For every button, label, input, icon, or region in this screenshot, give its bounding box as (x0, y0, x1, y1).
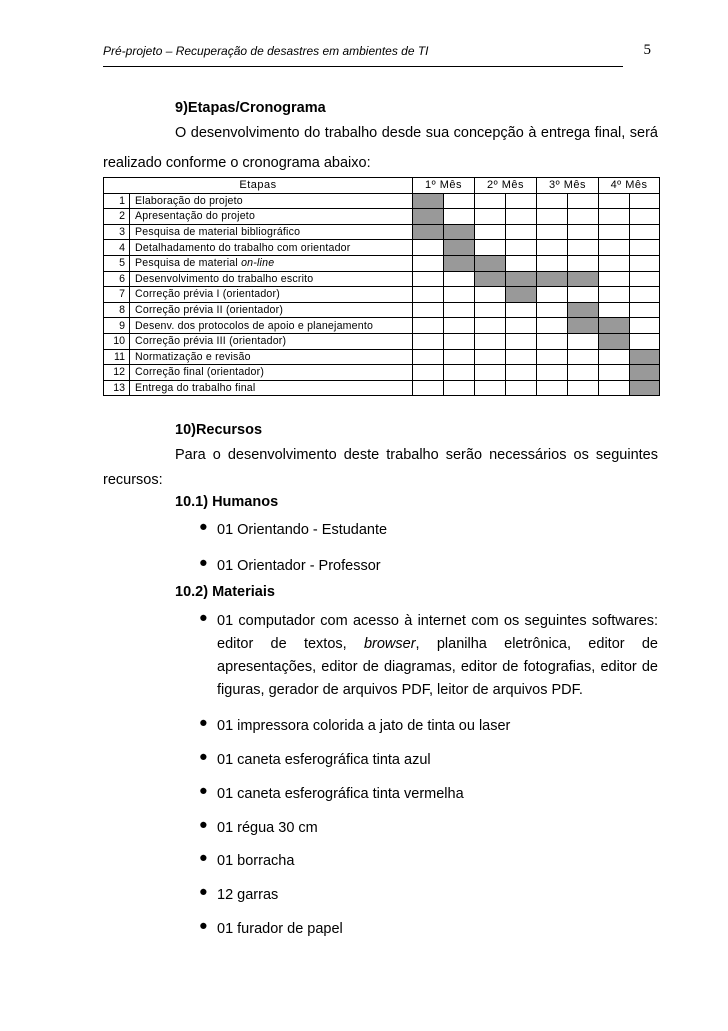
schedule-cell (475, 333, 506, 349)
page-header (103, 42, 651, 67)
schedule-cell-filled (413, 193, 444, 209)
schedule-cell (506, 318, 537, 334)
schedule-cell (630, 271, 660, 287)
schedule-cell (413, 349, 444, 365)
schedule-cell-filled (537, 271, 568, 287)
step-label: Elaboração do projeto (130, 193, 413, 209)
schedule-cell-filled (568, 271, 599, 287)
schedule-cell (506, 193, 537, 209)
bullet-dot: ● (199, 884, 208, 900)
row-number: 8 (104, 302, 130, 318)
step-label: Desenvolvimento do trabalho escrito (130, 271, 413, 287)
schedule-cell (630, 318, 660, 334)
schedule-row (104, 224, 660, 240)
bullet-dot: ● (199, 749, 208, 765)
list-item: 01 Orientador - Professor (217, 558, 381, 574)
schedule-cell (506, 333, 537, 349)
month-header: 1º Mês (413, 178, 475, 194)
schedule-cell (537, 193, 568, 209)
schedule-cell-filled (475, 255, 506, 271)
schedule-cell (413, 380, 444, 396)
schedule-cell (537, 349, 568, 365)
schedule-cell-filled (568, 318, 599, 334)
row-number: 4 (104, 240, 130, 256)
schedule-cell (568, 287, 599, 303)
month-header: 2º Mês (475, 178, 537, 194)
section-9-intro-line2: realizado conforme o cronograma abaixo: (103, 155, 371, 171)
row-number: 1 (104, 193, 130, 209)
schedule-cell-filled (413, 224, 444, 240)
schedule-cell (475, 349, 506, 365)
schedule-cell (506, 240, 537, 256)
section-10-heading: 10)Recursos (175, 422, 263, 438)
humanos-heading: 10.1) Humanos (175, 494, 279, 510)
row-number: 10 (104, 333, 130, 349)
list-item: 01 impressora colorida a jato de tinta ou laser (217, 718, 511, 734)
schedule-cell (413, 271, 444, 287)
bullet-dot: ● (199, 850, 208, 866)
schedule-cell (475, 240, 506, 256)
schedule-cell (444, 380, 475, 396)
schedule-cell (568, 380, 599, 396)
row-number: 13 (104, 380, 130, 396)
schedule-cell-filled (599, 318, 630, 334)
step-label: Apresentação do projeto (130, 209, 413, 225)
schedule-cell (599, 255, 630, 271)
row-number: 7 (104, 287, 130, 303)
schedule-cell (413, 365, 444, 381)
schedule-cell (444, 302, 475, 318)
row-number: 6 (104, 271, 130, 287)
schedule-cell (568, 209, 599, 225)
schedule-cell (568, 224, 599, 240)
schedule-cell (444, 365, 475, 381)
list-item: 12 garras (217, 887, 279, 903)
schedule-cell (537, 380, 568, 396)
step-label: Correção prévia II (orientador) (130, 302, 413, 318)
schedule-cell-filled (630, 380, 660, 396)
schedule-body (104, 193, 660, 396)
schedule-cell (506, 224, 537, 240)
schedule-cell (444, 209, 475, 225)
schedule-header-row (104, 178, 660, 194)
schedule-row (104, 255, 660, 271)
schedule-cell (413, 287, 444, 303)
step-label (130, 255, 413, 271)
schedule-cell (413, 302, 444, 318)
schedule-cell (599, 365, 630, 381)
section-9-intro-line1: O desenvolvimento do trabalho desde sua concepção à entrega final, será (175, 125, 658, 141)
header-title: Pré-projeto – Recuperação de desastres em ambientes de TI (103, 44, 429, 58)
schedule-cell (537, 365, 568, 381)
computer-item-line1: 01 computador com acesso à internet com os seguintes softwares: (217, 613, 658, 629)
schedule-cell (506, 365, 537, 381)
schedule-cell (475, 193, 506, 209)
step-label: Correção prévia I (orientador) (130, 287, 413, 303)
schedule-cell (599, 193, 630, 209)
list-item: 01 Orientando - Estudante (217, 522, 388, 538)
schedule-cell (537, 333, 568, 349)
schedule-row (104, 302, 660, 318)
schedule-row (104, 209, 660, 225)
schedule-cell (537, 255, 568, 271)
schedule-cell (537, 318, 568, 334)
schedule-cell (630, 255, 660, 271)
schedule-cell-filled (444, 224, 475, 240)
schedule-cell-filled (413, 209, 444, 225)
section-10-intro-line2: recursos: (103, 472, 163, 488)
schedule-cell (506, 255, 537, 271)
computer-item-line2 (217, 633, 658, 656)
schedule-cell (444, 318, 475, 334)
text-run: editor de textos, (217, 636, 364, 652)
schedule-row (104, 349, 660, 365)
schedule-cell (475, 318, 506, 334)
schedule-cell (537, 287, 568, 303)
bullet-dot: ● (199, 555, 208, 571)
text-run: , planilha eletrônica, editor de (415, 636, 658, 652)
schedule-cell-filled (630, 349, 660, 365)
schedule-row (104, 193, 660, 209)
computer-item-line3: apresentações, editor de diagramas, editor de fotografias, editor de (217, 659, 658, 675)
step-label: Desenv. dos protocolos de apoio e planejamento (130, 318, 413, 334)
list-item: 01 régua 30 cm (217, 820, 318, 836)
schedule-cell (506, 209, 537, 225)
schedule-cell (568, 240, 599, 256)
schedule-cell (599, 302, 630, 318)
row-number: 9 (104, 318, 130, 334)
schedule-cell (630, 193, 660, 209)
schedule-cell (444, 271, 475, 287)
schedule-cell (413, 333, 444, 349)
schedule-cell-filled (475, 271, 506, 287)
schedule-cell (475, 209, 506, 225)
schedule-cell-filled (630, 365, 660, 381)
computer-item-line4: figuras, gerador de arquivos PDF, leitor de arquivos PDF. (217, 682, 583, 698)
schedule-row (104, 287, 660, 303)
schedule-cell-filled (444, 255, 475, 271)
schedule-cell-filled (506, 271, 537, 287)
schedule-cell (599, 224, 630, 240)
schedule-cell (537, 224, 568, 240)
bullet-dot: ● (199, 715, 208, 731)
schedule-cell (475, 380, 506, 396)
schedule-row (104, 271, 660, 287)
list-item: 01 caneta esferográfica tinta azul (217, 752, 431, 768)
schedule-cell-filled (568, 302, 599, 318)
text-run-italic: on-line (241, 257, 275, 270)
schedule-row (104, 240, 660, 256)
schedule-table (103, 177, 660, 396)
bullet-dot: ● (199, 610, 208, 626)
schedule-cell (568, 349, 599, 365)
list-item: 01 borracha (217, 853, 295, 869)
schedule-cell (568, 193, 599, 209)
bullet-dot: ● (199, 783, 208, 799)
schedule-cell (413, 255, 444, 271)
list-item: 01 caneta esferográfica tinta vermelha (217, 786, 464, 802)
schedule-cell (599, 380, 630, 396)
month-header: 3º Mês (537, 178, 599, 194)
schedule-row (104, 365, 660, 381)
schedule-cell (630, 333, 660, 349)
schedule-cell (475, 224, 506, 240)
computer-item (217, 610, 658, 702)
row-number: 11 (104, 349, 130, 365)
step-label: Correção final (orientador) (130, 365, 413, 381)
schedule-cell-filled (506, 287, 537, 303)
step-label: Pesquisa de material bibliográfico (130, 224, 413, 240)
schedule-cell (444, 349, 475, 365)
schedule-cell (568, 333, 599, 349)
schedule-cell (630, 287, 660, 303)
step-label: Detalhadamento do trabalho com orientador (130, 240, 413, 256)
schedule-cell (630, 209, 660, 225)
schedule-row (104, 333, 660, 349)
schedule-cell (537, 302, 568, 318)
schedule-cell (413, 240, 444, 256)
section-10-intro-line1: Para o desenvolvimento deste trabalho serão necessários os seguintes (175, 447, 658, 463)
schedule-cell-filled (599, 333, 630, 349)
schedule-cell (537, 209, 568, 225)
materiais-heading: 10.2) Materiais (175, 584, 275, 600)
schedule-cell (630, 240, 660, 256)
schedule-cell (506, 380, 537, 396)
bullet-dot: ● (199, 918, 208, 934)
schedule-cell (537, 240, 568, 256)
row-number: 12 (104, 365, 130, 381)
schedule-cell (599, 287, 630, 303)
schedule-cell (444, 287, 475, 303)
schedule-cell (630, 224, 660, 240)
schedule-cell (568, 255, 599, 271)
schedule-cell (599, 349, 630, 365)
row-number: 2 (104, 209, 130, 225)
row-number: 5 (104, 255, 130, 271)
schedule-cell (568, 365, 599, 381)
schedule-row (104, 380, 660, 396)
schedule-cell (475, 302, 506, 318)
schedule-cell (475, 365, 506, 381)
step-label: Entrega do trabalho final (130, 380, 413, 396)
text-run: Pesquisa de material (135, 257, 242, 270)
page-number: 5 (643, 42, 651, 58)
schedule-cell (506, 302, 537, 318)
schedule-row (104, 318, 660, 334)
step-label: Normatização e revisão (130, 349, 413, 365)
bullet-dot: ● (199, 817, 208, 833)
section-9-heading: 9)Etapas/Cronograma (175, 100, 326, 116)
schedule-cell (506, 349, 537, 365)
step-label: Correção prévia III (orientador) (130, 333, 413, 349)
schedule-cell (599, 271, 630, 287)
schedule-cell (475, 287, 506, 303)
schedule-cell (444, 193, 475, 209)
schedule-cell (413, 318, 444, 334)
schedule-cell (630, 302, 660, 318)
schedule-cell (599, 209, 630, 225)
month-header: 4º Mês (599, 178, 660, 194)
list-item: 01 furador de papel (217, 921, 343, 937)
row-number: 3 (104, 224, 130, 240)
bullet-dot: ● (199, 519, 208, 535)
schedule-cell (599, 240, 630, 256)
schedule-cell (444, 333, 475, 349)
etapas-header: Etapas (104, 178, 413, 194)
text-run-italic: browser (363, 636, 416, 652)
schedule-cell-filled (444, 240, 475, 256)
